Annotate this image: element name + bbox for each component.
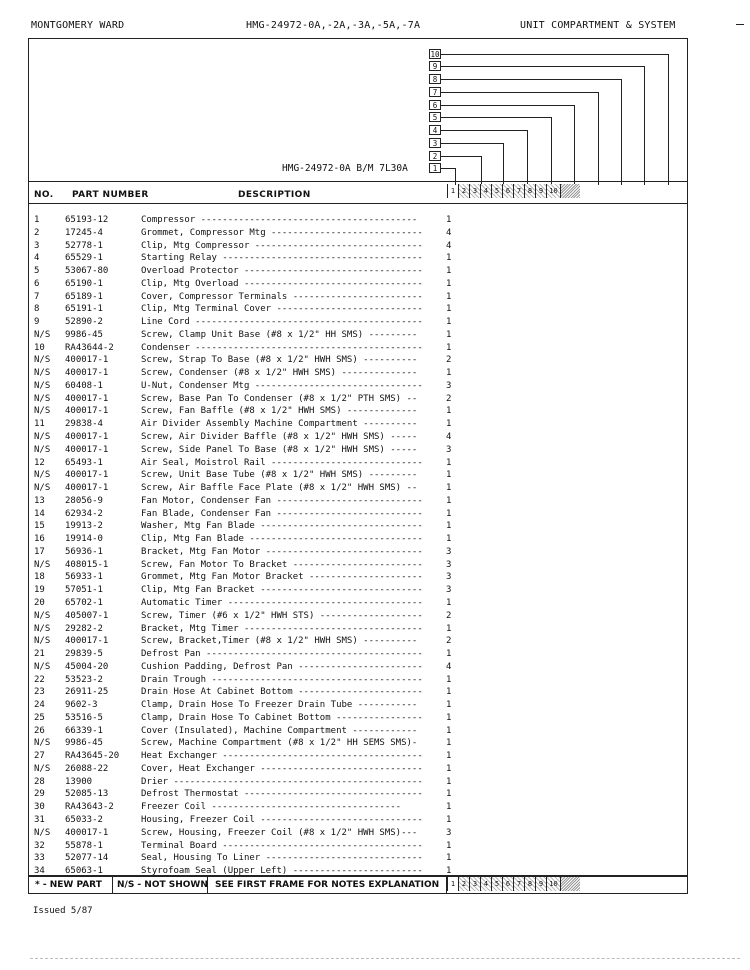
part-description: U-Nut, Condenser Mtg ------------------------------- — [141, 380, 423, 391]
model-cell: 9 — [535, 184, 546, 198]
model-cell: 5 — [491, 184, 502, 198]
part-number: 17245-4 — [65, 227, 103, 238]
quantity: 1 — [446, 738, 452, 749]
part-description: Cover, Heat Exchanger ------------------------------ — [141, 763, 423, 774]
part-description: Clip, Mtg Overload --------------------------------- — [141, 278, 423, 289]
column-divider — [29, 203, 687, 204]
footer-new-part: * - NEW PART — [35, 880, 102, 890]
part-number: 400017-1 — [65, 470, 109, 481]
part-number: 53516-5 — [65, 712, 103, 723]
issued-date: Issued 5/87 — [33, 906, 93, 916]
part-number: 29839-5 — [65, 649, 103, 660]
quantity: 1 — [446, 495, 452, 506]
model-cell: 8 — [524, 184, 535, 198]
part-number: 29838-4 — [65, 419, 103, 430]
quantity: 1 — [446, 776, 452, 787]
item-number: 2 — [34, 227, 40, 238]
header-left: MONTGOMERY WARD — [31, 20, 125, 31]
model-cell: 10 — [546, 877, 560, 891]
part-description: Grommet, Mtg Fan Motor Bracket --------------------- — [141, 572, 423, 583]
part-description: Line Cord ------------------------------------------ — [141, 317, 423, 328]
part-number: 66339-1 — [65, 725, 103, 736]
quantity: 4 — [446, 240, 452, 251]
item-number: 29 — [34, 789, 45, 800]
quantity: 4 — [446, 661, 452, 672]
model-cell: 1 — [447, 877, 458, 891]
item-number: 7 — [34, 291, 40, 302]
item-number: 13 — [34, 495, 45, 506]
part-number: 52077-14 — [65, 853, 109, 864]
part-description: Starting Relay ------------------------------------- — [141, 253, 423, 264]
part-number: 65702-1 — [65, 597, 103, 608]
model-cell: 7 — [513, 184, 524, 198]
part-number: 65189-1 — [65, 291, 103, 302]
part-description: Screw, Unit Base Tube (#8 x 1/2" HWH SMS) --------- — [141, 470, 418, 481]
part-description: Compressor ---------------------------------------- — [141, 215, 418, 225]
part-description: Screw, Air Baffle Face Plate (#8 x 1/2" HWH SMS) -- — [141, 483, 418, 494]
scan-edge — [30, 958, 740, 959]
quantity: 2 — [446, 636, 452, 647]
model-box-8: 8 — [429, 74, 441, 84]
quantity: 3 — [446, 380, 452, 391]
item-number: 22 — [34, 674, 45, 685]
part-number: 52778-1 — [65, 240, 103, 251]
item-number: 30 — [34, 802, 45, 813]
part-number: 400017-1 — [65, 636, 109, 647]
item-number: N/S — [34, 380, 51, 391]
item-number: 19 — [34, 585, 45, 596]
part-number: 405007-1 — [65, 610, 109, 621]
part-description: Air Seal, Moistrol Rail ---------------------------- — [141, 457, 423, 468]
quantity: 1 — [446, 649, 452, 660]
item-number: 10 — [34, 342, 45, 353]
part-description: Fan Blade, Condenser Fan --------------------------- — [141, 508, 423, 519]
part-description: Clip, Mtg Terminal Cover --------------------------- — [141, 304, 423, 315]
quantity: 1 — [446, 329, 452, 340]
model-box-7: 7 — [429, 87, 441, 97]
part-number: 65529-1 — [65, 253, 103, 264]
col-description: DESCRIPTION — [238, 190, 311, 200]
item-number: N/S — [34, 432, 51, 443]
quantity: 1 — [446, 751, 452, 762]
item-number: N/S — [34, 470, 51, 481]
part-number: 45004-20 — [65, 661, 109, 672]
part-description: Drier ---------------------------------------------- — [141, 776, 423, 787]
part-description: Screw, Fan Baffle (#8 x 1/2" HWH SMS) ------------- — [141, 406, 418, 417]
item-number: N/S — [34, 623, 51, 634]
quantity: 3 — [446, 572, 452, 583]
quantity: 3 — [446, 585, 452, 596]
bom-label: HMG-24972-0A B/M 7L30A — [282, 163, 408, 174]
quantity: 1 — [446, 521, 452, 532]
quantity: 1 — [446, 278, 452, 289]
part-description: Grommet, Compressor Mtg ---------------------------- — [141, 227, 423, 238]
part-number: 65193-12 — [65, 215, 109, 225]
header-model: HMG-24972-0A,-2A,-3A,-5A,-7A — [246, 20, 421, 31]
part-number: 56933-1 — [65, 572, 103, 583]
quantity: 1 — [446, 763, 452, 774]
item-number: 15 — [34, 521, 45, 532]
quantity: 2 — [446, 393, 452, 404]
part-number: 65063-1 — [65, 866, 103, 877]
quantity: 1 — [446, 253, 452, 264]
part-number: 408015-1 — [65, 559, 109, 570]
quantity: 1 — [446, 508, 452, 519]
item-number: 18 — [34, 572, 45, 583]
part-number: 65190-1 — [65, 278, 103, 289]
part-description: Drain Hose At Cabinet Bottom ----------------------- — [141, 687, 423, 698]
quantity: 1 — [446, 291, 452, 302]
item-number: 3 — [34, 240, 40, 251]
item-number: 32 — [34, 840, 45, 851]
quantity: 4 — [446, 432, 452, 443]
model-box-3: 3 — [429, 138, 441, 148]
model-box-9: 9 — [429, 61, 441, 71]
part-number: 400017-1 — [65, 444, 109, 455]
item-number: N/S — [34, 444, 51, 455]
item-number: 24 — [34, 700, 45, 711]
item-number: N/S — [34, 406, 51, 417]
footer-notes: SEE FIRST FRAME FOR NOTES EXPLANATION — [215, 880, 440, 890]
model-cell: 7 — [513, 877, 524, 891]
part-number: 13900 — [65, 776, 93, 787]
item-number: N/S — [34, 661, 51, 672]
model-cell: 9 — [535, 877, 546, 891]
quantity: 1 — [446, 419, 452, 430]
part-description: Defrost Pan ---------------------------------------- — [141, 649, 423, 660]
quantity: 1 — [446, 853, 452, 864]
item-number: 5 — [34, 266, 40, 277]
part-number: 65191-1 — [65, 304, 103, 315]
model-cell: 10 — [546, 184, 560, 198]
part-number: 60408-1 — [65, 380, 103, 391]
corner-mark — [736, 24, 744, 25]
part-description: Overload Protector --------------------------------- — [141, 266, 423, 277]
part-number: 29282-2 — [65, 623, 103, 634]
quantity: 1 — [446, 623, 452, 634]
item-number: N/S — [34, 763, 51, 774]
part-description: Housing, Freezer Coil ------------------------------ — [141, 814, 423, 825]
model-box-4: 4 — [429, 125, 441, 135]
item-number: 12 — [34, 457, 45, 468]
item-number: 16 — [34, 534, 45, 545]
part-number: 400017-1 — [65, 483, 109, 494]
quantity: 1 — [446, 342, 452, 353]
part-number: 9986-45 — [65, 329, 103, 340]
quantity: 1 — [446, 789, 452, 800]
part-number: 26088-22 — [65, 763, 109, 774]
part-description: Screw, Condenser (#8 x 1/2" HWH SMS) -------------- — [141, 368, 418, 379]
part-description: Freezer Coil ----------------------------------- — [141, 802, 402, 813]
item-number: 26 — [34, 725, 45, 736]
quantity: 1 — [446, 674, 452, 685]
part-description: Clamp, Drain Hose To Freezer Drain Tube ----------- — [141, 700, 418, 711]
item-number: N/S — [34, 329, 51, 340]
part-number: 28056-9 — [65, 495, 103, 506]
item-number: N/S — [34, 827, 51, 838]
quantity: 1 — [446, 483, 452, 494]
part-number: 400017-1 — [65, 368, 109, 379]
model-box-5: 5 — [429, 112, 441, 122]
model-cell: 3 — [469, 184, 480, 198]
part-number: 62934-2 — [65, 508, 103, 519]
part-description: Bracket, Mtg Timer --------------------------------- — [141, 623, 423, 634]
model-box-1: 1 — [429, 163, 441, 173]
part-number: 53067-80 — [65, 266, 109, 277]
part-description: Automatic Timer ------------------------------------ — [141, 597, 423, 608]
part-number: RA43644-2 — [65, 342, 114, 353]
part-description: Screw, Air Divider Baffle (#8 x 1/2" HWH SMS) ----- — [141, 432, 418, 443]
quantity: 1 — [446, 470, 452, 481]
part-description: Screw, Bracket,Timer (#8 x 1/2" HWH SMS) ---------- — [141, 636, 418, 647]
item-number: 8 — [34, 304, 40, 315]
item-number: N/S — [34, 636, 51, 647]
item-number: 1 — [34, 215, 40, 225]
item-number: N/S — [34, 610, 51, 621]
item-number: 20 — [34, 597, 45, 608]
quantity: 3 — [446, 444, 452, 455]
part-description: Styrofoam Seal (Upper Left) ------------------------ — [141, 866, 423, 877]
item-number: 23 — [34, 687, 45, 698]
header-section: UNIT COMPARTMENT & SYSTEM — [520, 20, 676, 31]
part-description: Screw, Base Pan To Condenser (#8 x 1/2" PTH SMS) -- — [141, 393, 418, 404]
part-number: 26911-25 — [65, 687, 109, 698]
item-number: 9 — [34, 317, 40, 328]
item-number: N/S — [34, 393, 51, 404]
item-number: 33 — [34, 853, 45, 864]
model-cell: 6 — [502, 184, 513, 198]
part-description: Air Divider Assembly Machine Compartment ---------- — [141, 419, 418, 430]
quantity: 3 — [446, 827, 452, 838]
item-number: N/S — [34, 368, 51, 379]
part-description: Terminal Board ------------------------------------- — [141, 840, 423, 851]
part-number: 52085-13 — [65, 789, 109, 800]
model-columns-header — [447, 184, 580, 198]
part-description: Clip, Mtg Fan Bracket ------------------------------ — [141, 585, 423, 596]
part-description: Cushion Padding, Defrost Pan ----------------------- — [141, 661, 423, 672]
model-cell: 5 — [491, 877, 502, 891]
model-cell: 4 — [480, 877, 491, 891]
part-description: Screw, Clamp Unit Base (#8 x 1/2" HH SMS) --------- — [141, 329, 418, 340]
item-number: 28 — [34, 776, 45, 787]
item-number: N/S — [34, 738, 51, 749]
part-description: Clip, Mtg Fan Blade -------------------------------- — [141, 534, 423, 545]
quantity: 1 — [446, 700, 452, 711]
part-number: 19913-2 — [65, 521, 103, 532]
part-number: 53523-2 — [65, 674, 103, 685]
quantity: 1 — [446, 266, 452, 277]
model-cell: 2 — [458, 184, 469, 198]
part-number: 65493-1 — [65, 457, 103, 468]
quantity: 1 — [446, 534, 452, 545]
item-number: N/S — [34, 355, 51, 366]
model-cell-filler — [560, 877, 580, 891]
part-number: 400017-1 — [65, 432, 109, 443]
part-number: 65033-2 — [65, 814, 103, 825]
part-number: 19914-0 — [65, 534, 103, 545]
quantity: 1 — [446, 866, 452, 877]
part-number: 400017-1 — [65, 355, 109, 366]
model-cell: 8 — [524, 877, 535, 891]
quantity: 1 — [446, 215, 452, 225]
model-cell: 4 — [480, 184, 491, 198]
part-description: Bracket, Mtg Fan Motor ----------------------------- — [141, 546, 423, 557]
quantity: 1 — [446, 687, 452, 698]
quantity: 3 — [446, 546, 452, 557]
quantity: 1 — [446, 304, 452, 315]
item-number: 14 — [34, 508, 45, 519]
part-description: Fan Motor, Condenser Fan --------------------------- — [141, 495, 423, 506]
model-cell-filler — [560, 184, 580, 198]
item-number: 34 — [34, 866, 45, 877]
col-no: NO. — [34, 190, 54, 200]
item-number: 21 — [34, 649, 45, 660]
quantity: 1 — [446, 368, 452, 379]
quantity: 3 — [446, 559, 452, 570]
part-number: 9602-3 — [65, 700, 98, 711]
part-description: Cover (Insulated), Machine Compartment ------------ — [141, 725, 418, 736]
part-description: Screw, Fan Motor To Bracket ------------------------ — [141, 559, 423, 570]
part-number: 9986-45 — [65, 738, 103, 749]
quantity: 1 — [446, 317, 452, 328]
part-description: Defrost Thermostat --------------------------------- — [141, 789, 423, 800]
quantity: 2 — [446, 355, 452, 366]
item-number: 17 — [34, 546, 45, 557]
part-number: 57051-1 — [65, 585, 103, 596]
quantity: 1 — [446, 814, 452, 825]
part-description: Heat Exchanger ------------------------------------- — [141, 751, 423, 762]
quantity: 1 — [446, 457, 452, 468]
item-number: 4 — [34, 253, 40, 264]
quantity: 1 — [446, 712, 452, 723]
part-description: Washer, Mtg Fan Blade ------------------------------ — [141, 521, 423, 532]
item-number: 11 — [34, 419, 45, 430]
part-number: 52890-2 — [65, 317, 103, 328]
quantity: 1 — [446, 802, 452, 813]
model-box-6: 6 — [429, 100, 441, 110]
quantity: 1 — [446, 406, 452, 417]
part-description: Screw, Side Panel To Base (#8 x 1/2" HWH SMS) ----- — [141, 444, 418, 455]
quantity: 1 — [446, 840, 452, 851]
item-number: N/S — [34, 483, 51, 494]
part-description: Screw, Timer (#6 x 1/2" HWH STS) ------------------- — [141, 610, 423, 621]
part-description: Screw, Machine Compartment (#8 x 1/2" HH SEMS SMS)- — [141, 738, 418, 749]
part-description: Drain Trough --------------------------------------- — [141, 674, 423, 685]
part-number: RA43645-20 — [65, 751, 120, 762]
part-number: 400017-1 — [65, 827, 109, 838]
part-number: 400017-1 — [65, 406, 109, 417]
item-number: 27 — [34, 751, 45, 762]
quantity: 1 — [446, 597, 452, 608]
part-description: Screw, Strap To Base (#8 x 1/2" HWH SMS) ---------- — [141, 355, 418, 366]
model-box-2: 2 — [429, 151, 441, 161]
model-columns-footer — [447, 877, 580, 891]
model-cell: 1 — [447, 184, 458, 198]
quantity: 2 — [446, 610, 452, 621]
part-number: 400017-1 — [65, 393, 109, 404]
item-number: 25 — [34, 712, 45, 723]
model-cell: 2 — [458, 877, 469, 891]
footer-not-shown: N/S - NOT SHOWN — [117, 880, 208, 890]
part-description: Cover, Compressor Terminals ------------------------ — [141, 291, 423, 302]
part-description: Screw, Housing, Freezer Coil (#8 x 1/2" HWH SMS)--- — [141, 827, 418, 838]
model-cell: 6 — [502, 877, 513, 891]
part-description: Clamp, Drain Hose To Cabinet Bottom ---------------- — [141, 712, 423, 723]
model-box-10: 10 — [430, 50, 440, 59]
item-number: N/S — [34, 559, 51, 570]
part-number: 56936-1 — [65, 546, 103, 557]
quantity: 4 — [446, 227, 452, 238]
part-description: Condenser ------------------------------------------ — [141, 342, 423, 353]
model-cell: 3 — [469, 877, 480, 891]
part-description: Clip, Mtg Compressor ------------------------------- — [141, 240, 423, 251]
item-number: 6 — [34, 278, 40, 289]
part-number: 55878-1 — [65, 840, 103, 851]
quantity: 1 — [446, 725, 452, 736]
col-part-number: PART NUMBER — [72, 190, 149, 200]
part-number: RA43643-2 — [65, 802, 114, 813]
part-description: Seal, Housing To Liner ----------------------------- — [141, 853, 423, 864]
item-number: 31 — [34, 814, 45, 825]
